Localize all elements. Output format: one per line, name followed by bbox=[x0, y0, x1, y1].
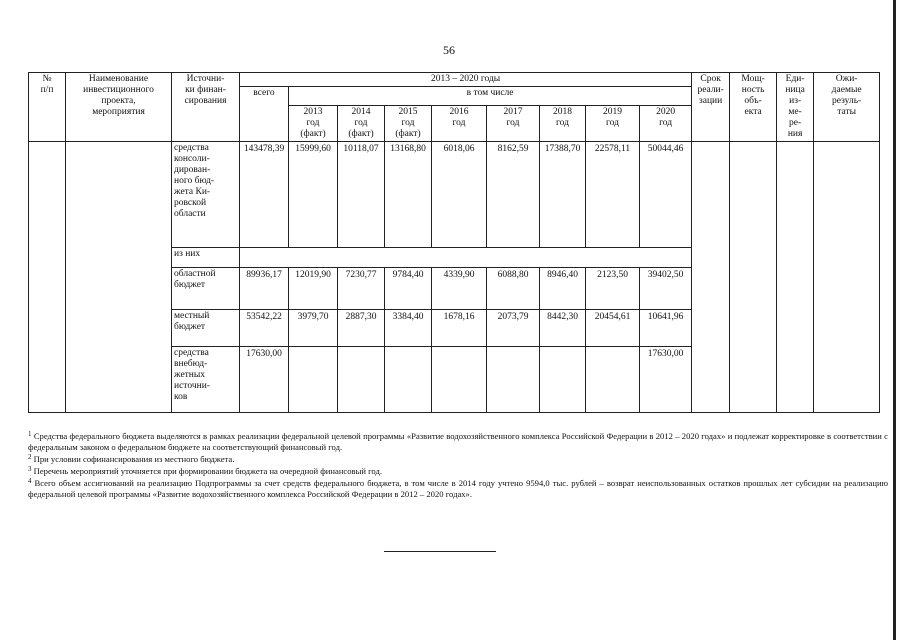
year-value-cell: 12019,90 bbox=[289, 268, 338, 310]
year-value-cell bbox=[540, 347, 586, 413]
footnotes bbox=[28, 431, 888, 501]
header-name: Наименование инвестиционного проекта, мероприятия bbox=[66, 73, 172, 142]
year-value-cell: 4339,90 bbox=[432, 268, 487, 310]
footnote-mark: 2 bbox=[28, 453, 32, 461]
footnote-mark: 4 bbox=[28, 477, 32, 485]
year-value-cell: 50044,46 bbox=[640, 142, 692, 248]
year-value-cell: 6018,06 bbox=[432, 142, 487, 248]
year-value-cell: 7230,77 bbox=[338, 268, 385, 310]
year-value-cell: 6088,80 bbox=[487, 268, 540, 310]
header-unit: Еди- ница из- ме- ре- ния bbox=[777, 73, 814, 142]
year-value-cell: 3384,40 bbox=[385, 310, 432, 347]
year-value-cell: 2887,30 bbox=[338, 310, 385, 347]
header-num: № п/п bbox=[29, 73, 66, 142]
header-including: в том числе bbox=[289, 87, 692, 106]
page-edge-border bbox=[893, 0, 896, 640]
year-value-cell: 22578,11 bbox=[586, 142, 640, 248]
footnote bbox=[28, 454, 888, 465]
total-cell: 53542,22 bbox=[240, 310, 289, 347]
year-value-cell: 10641,96 bbox=[640, 310, 692, 347]
footnote-mark: 3 bbox=[28, 465, 32, 473]
year-value-cell bbox=[289, 347, 338, 413]
footnote-mark: 1 bbox=[28, 430, 32, 438]
year-value-cell: 8442,30 bbox=[540, 310, 586, 347]
year-value-cell bbox=[385, 347, 432, 413]
year-value-cell: 17388,70 bbox=[540, 142, 586, 248]
subtotal-spacer-cell bbox=[240, 248, 692, 268]
header-year-2013: 2013 год (факт) bbox=[289, 106, 338, 142]
footnote-text: Перечень мероприятий уточняется при формировании бюджета на очередной финансовый год. bbox=[33, 466, 382, 476]
header-results: Ожи- даемые резуль- таты bbox=[814, 73, 880, 142]
year-value-cell: 9784,40 bbox=[385, 268, 432, 310]
project-name-cell bbox=[66, 142, 172, 413]
year-value-cell: 17630,00 bbox=[640, 347, 692, 413]
year-value-cell bbox=[586, 347, 640, 413]
project-num-cell bbox=[29, 142, 66, 413]
year-value-cell bbox=[487, 347, 540, 413]
budget-table bbox=[28, 72, 880, 413]
year-value-cell: 1678,16 bbox=[432, 310, 487, 347]
footnote-text: Средства федерального бюджета выделяются в рамках реализации федеральной целевой программы «Развитие водохозяйственного комплекса Российской Федерации в 2012 – 2020 годах» и подлежат корректировке в соответствии с федеральным законом о федеральном бюджете на соответствующий финансовый год. bbox=[28, 431, 888, 452]
funding-source-cell: областной бюджет bbox=[172, 268, 240, 310]
results-cell bbox=[814, 142, 880, 413]
year-value-cell bbox=[338, 347, 385, 413]
funding-source-cell: средства внебюд- жетных источни- ков bbox=[172, 347, 240, 413]
header-year-2016: 2016 год bbox=[432, 106, 487, 142]
header-year-2020: 2020 год bbox=[640, 106, 692, 142]
year-value-cell: 15999,60 bbox=[289, 142, 338, 248]
table-row bbox=[29, 142, 880, 248]
header-period: 2013 – 2020 годы bbox=[240, 73, 692, 87]
total-cell: 17630,00 bbox=[240, 347, 289, 413]
header-term: Срок реали- зации bbox=[692, 73, 730, 142]
header-year-2018: 2018 год bbox=[540, 106, 586, 142]
funding-source-cell: из них bbox=[172, 248, 240, 268]
capacity-cell bbox=[730, 142, 777, 413]
year-value-cell: 10118,07 bbox=[338, 142, 385, 248]
header-year-2014: 2014 год (факт) bbox=[338, 106, 385, 142]
header-total: всего bbox=[240, 87, 289, 142]
year-value-cell bbox=[432, 347, 487, 413]
year-value-cell: 8946,40 bbox=[540, 268, 586, 310]
footnote bbox=[28, 478, 888, 500]
footnote-text: Всего объем ассигнований на реализацию Подпрограммы за счет средств федерального бюджета, в том числе в 2014 году учтено 9594,0 тыс. рублей – возврат неиспользованных остатков прошлых лет субсидии на реализацию федеральной целевой программы «Развитие водохозяйственного комплекса Российской Федерации в 2012 – 2020 годах». bbox=[28, 478, 888, 499]
year-value-cell: 13168,80 bbox=[385, 142, 432, 248]
footnote-text: При условии софинансирования из местного бюджета. bbox=[33, 454, 235, 464]
year-value-cell: 2073,79 bbox=[487, 310, 540, 347]
year-value-cell: 2123,50 bbox=[586, 268, 640, 310]
total-cell: 89936,17 bbox=[240, 268, 289, 310]
header-year-2015: 2015 год (факт) bbox=[385, 106, 432, 142]
year-value-cell: 8162,59 bbox=[487, 142, 540, 248]
header-year-2017: 2017 год bbox=[487, 106, 540, 142]
funding-source-cell: средства консоли- дирован- ного бюд- жета Ки- ровской области bbox=[172, 142, 240, 248]
footnote bbox=[28, 466, 888, 477]
page-number: 56 bbox=[443, 43, 455, 57]
header-capacity: Мощ- ность объ- екта bbox=[730, 73, 777, 142]
year-value-cell: 3979,70 bbox=[289, 310, 338, 347]
header-year-2019: 2019 год bbox=[586, 106, 640, 142]
header-row-1 bbox=[29, 73, 880, 87]
funding-source-cell: местный бюджет bbox=[172, 310, 240, 347]
year-value-cell: 39402,50 bbox=[640, 268, 692, 310]
unit-cell bbox=[777, 142, 814, 413]
bottom-rule bbox=[384, 551, 496, 552]
footnote bbox=[28, 431, 888, 453]
header-source: Источни- ки финан- сирования bbox=[172, 73, 240, 142]
year-value-cell: 20454,61 bbox=[586, 310, 640, 347]
total-cell: 143478,39 bbox=[240, 142, 289, 248]
term-cell bbox=[692, 142, 730, 413]
